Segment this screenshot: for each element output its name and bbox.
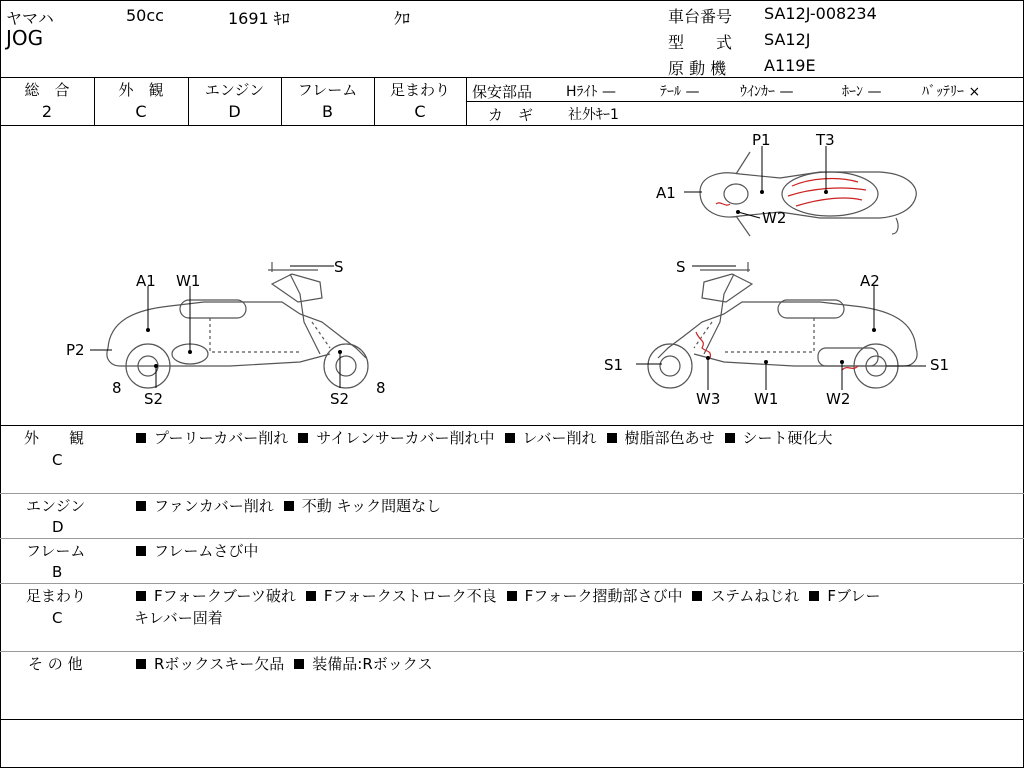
label-left-w1: W1 — [176, 272, 201, 290]
grade-engine-value: D — [228, 102, 241, 121]
color: ｸﾛ — [394, 9, 411, 28]
label-top-a1: A1 — [656, 184, 676, 202]
type-value: SA12J — [764, 30, 811, 49]
label-right-s: S — [676, 258, 686, 276]
mileage: 1691 ｷﾛ — [228, 9, 290, 28]
label-top-p1: P1 — [752, 131, 771, 149]
divider — [0, 651, 1024, 652]
grade-exterior-label: 外 観 — [118, 81, 164, 99]
section-frame-grade: B — [52, 563, 63, 581]
safety-horn: ﾎｰﾝ — — [842, 84, 882, 100]
label-top-w2: W2 — [762, 209, 787, 227]
damage-marks — [696, 179, 866, 370]
grade-frame-label: フレーム — [297, 81, 358, 99]
safety-divider — [466, 101, 1024, 102]
section-frame-notes: フレームさび中 — [136, 540, 258, 562]
safety-winker: ｳｲﾝｶｰ — — [740, 84, 794, 100]
section-engine-grade: D — [52, 518, 64, 536]
safety-headlight: Hﾗｲﾄ — — [566, 84, 616, 100]
section-suspension-notes: Fフォークブーツ破れ Fフォークストローク不良 Fフォーク摺動部さび中 ステムねじれ Fブレー — [136, 585, 880, 607]
section-suspension-grade: C — [52, 609, 63, 627]
frame-no: SA12J-008234 — [764, 4, 877, 23]
grade-exterior-value: C — [135, 102, 147, 121]
divider — [0, 719, 1024, 720]
section-suspension-title: 足まわり — [26, 587, 87, 605]
key-label: カ ギ — [488, 106, 534, 124]
grade-suspension-value: C — [414, 102, 426, 121]
grade-suspension-label: 足まわり — [389, 81, 450, 99]
model-name: JOG — [6, 26, 44, 50]
grade-engine-label: エンジン — [204, 81, 265, 99]
label-right-a2: A2 — [860, 272, 880, 290]
label-right-w3: W3 — [696, 390, 721, 408]
label-left-s2-2: S2 — [330, 390, 350, 408]
label-right-w2: W2 — [826, 390, 851, 408]
safety-battery: ﾊﾞｯﾃﾘｰ × — [922, 84, 981, 100]
label-left-s2-1: S2 — [144, 390, 164, 408]
engine-label: 原 動 機 — [668, 59, 727, 78]
section-exterior-notes: プーリーカバー削れ サイレンサーカバー削れ中 レバー削れ 樹脂部色あせ シート硬化大 — [136, 427, 833, 449]
divider — [0, 493, 1024, 494]
section-other-title: そ の 他 — [28, 655, 83, 673]
label-right-w1: W1 — [754, 390, 779, 408]
displacement: 50cc — [126, 6, 164, 25]
label-left-s: S — [334, 258, 344, 276]
safety-taillight: ﾃｰﾙ — — [660, 84, 700, 100]
label-left-eight-1: 8 — [112, 379, 122, 397]
key-value: 社外ｷｰ1 — [568, 107, 619, 123]
label-top-t3: T3 — [816, 131, 835, 149]
frame-no-label: 車台番号 — [668, 7, 733, 26]
divider — [0, 77, 1024, 78]
label-right-s1-2: S1 — [930, 356, 950, 374]
section-exterior-grade: C — [52, 451, 63, 469]
grade-overall-label: 総 合 — [24, 81, 70, 99]
section-exterior-title: 外 観 — [24, 429, 85, 447]
divider — [0, 425, 1024, 426]
grade-frame-value: B — [322, 102, 333, 121]
maker: ヤマハ — [6, 9, 54, 28]
section-frame-title: フレーム — [26, 542, 86, 560]
type-label: 型 式 — [668, 33, 733, 52]
damage-diagram — [0, 126, 1024, 426]
label-left-eight-2: 8 — [376, 379, 386, 397]
scooter-top-view — [700, 152, 916, 236]
section-engine-notes: ファンカバー削れ 不動 キック問題なし — [136, 495, 441, 517]
label-left-p2: P2 — [66, 341, 85, 359]
label-right-s1-1: S1 — [604, 356, 624, 374]
section-other-notes: Rボックスキー欠品 装備品:Rボックス — [136, 653, 433, 675]
engine-value: A119E — [764, 56, 816, 75]
label-left-a1: A1 — [136, 272, 156, 290]
divider — [0, 538, 1024, 539]
divider — [0, 583, 1024, 584]
section-engine-title: エンジン — [26, 497, 86, 515]
section-suspension-continuation: キレバー固着 — [134, 609, 223, 627]
safety-label: 保安部品 — [472, 83, 533, 101]
grade-overall-value: 2 — [41, 102, 53, 121]
